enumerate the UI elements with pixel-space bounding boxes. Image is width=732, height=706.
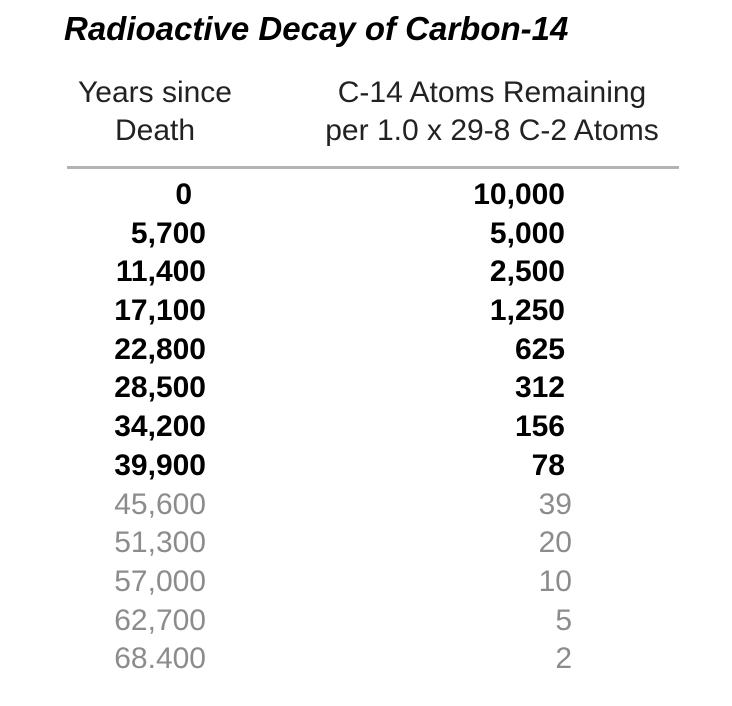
table-row: [0, 253, 732, 292]
header-divider: [67, 166, 679, 169]
table-row: [0, 176, 732, 215]
atoms-cell: 39: [538, 487, 572, 521]
column-header-atoms-line-2: per 1.0 x 29-8 C-2 Atoms: [325, 114, 659, 147]
table-row: [0, 524, 732, 563]
years-cell: 17,100: [114, 294, 206, 328]
table-row: [0, 369, 732, 408]
decay-table-body: [0, 176, 732, 679]
column-header-atoms-line-1: C-14 Atoms Remaining: [337, 76, 647, 109]
table-row: [0, 292, 732, 331]
atoms-cell: 5,000: [489, 216, 565, 250]
years-cell: 39,900: [114, 448, 206, 482]
atoms-cell: 156: [514, 410, 565, 444]
table-row: [0, 563, 732, 602]
atoms-cell: 312: [514, 371, 565, 405]
atoms-cell: 20: [538, 526, 572, 560]
atoms-cell: 1,250: [489, 294, 565, 328]
years-cell: 57,000: [114, 564, 206, 598]
table-row: [0, 408, 732, 447]
atoms-cell: 10,000: [473, 178, 565, 211]
years-cell: 11,400: [115, 255, 206, 289]
atoms-cell: 10: [538, 564, 572, 598]
column-header-years: [40, 74, 270, 150]
table-row: [0, 331, 732, 370]
years-cell: 34,200: [114, 410, 206, 444]
table-row: [0, 215, 732, 254]
table-row: [0, 640, 732, 679]
years-cell: 45,600: [114, 487, 206, 521]
column-header-years-line-1: Years since: [78, 76, 232, 109]
atoms-cell: 625: [514, 332, 565, 366]
table-row: [0, 602, 732, 641]
column-header-years-line-2: Death: [114, 114, 196, 147]
column-header-atoms: [292, 74, 692, 150]
years-cell: 22,800: [114, 332, 206, 366]
years-cell: 51,300: [114, 526, 206, 560]
atoms-cell: 2,500: [489, 255, 565, 289]
table-row: [0, 486, 732, 525]
atoms-cell: 2: [555, 642, 572, 676]
page-title: Radioactive Decay of Carbon-14: [64, 10, 569, 47]
years-cell: 0: [175, 178, 192, 211]
atoms-cell: 78: [531, 448, 565, 482]
years-cell: 62,700: [114, 603, 206, 637]
years-cell: 28,500: [114, 371, 206, 405]
years-cell: 68.400: [114, 642, 206, 676]
atoms-cell: 5: [555, 603, 572, 637]
years-cell: 5,700: [130, 216, 206, 250]
table-row: [0, 447, 732, 486]
